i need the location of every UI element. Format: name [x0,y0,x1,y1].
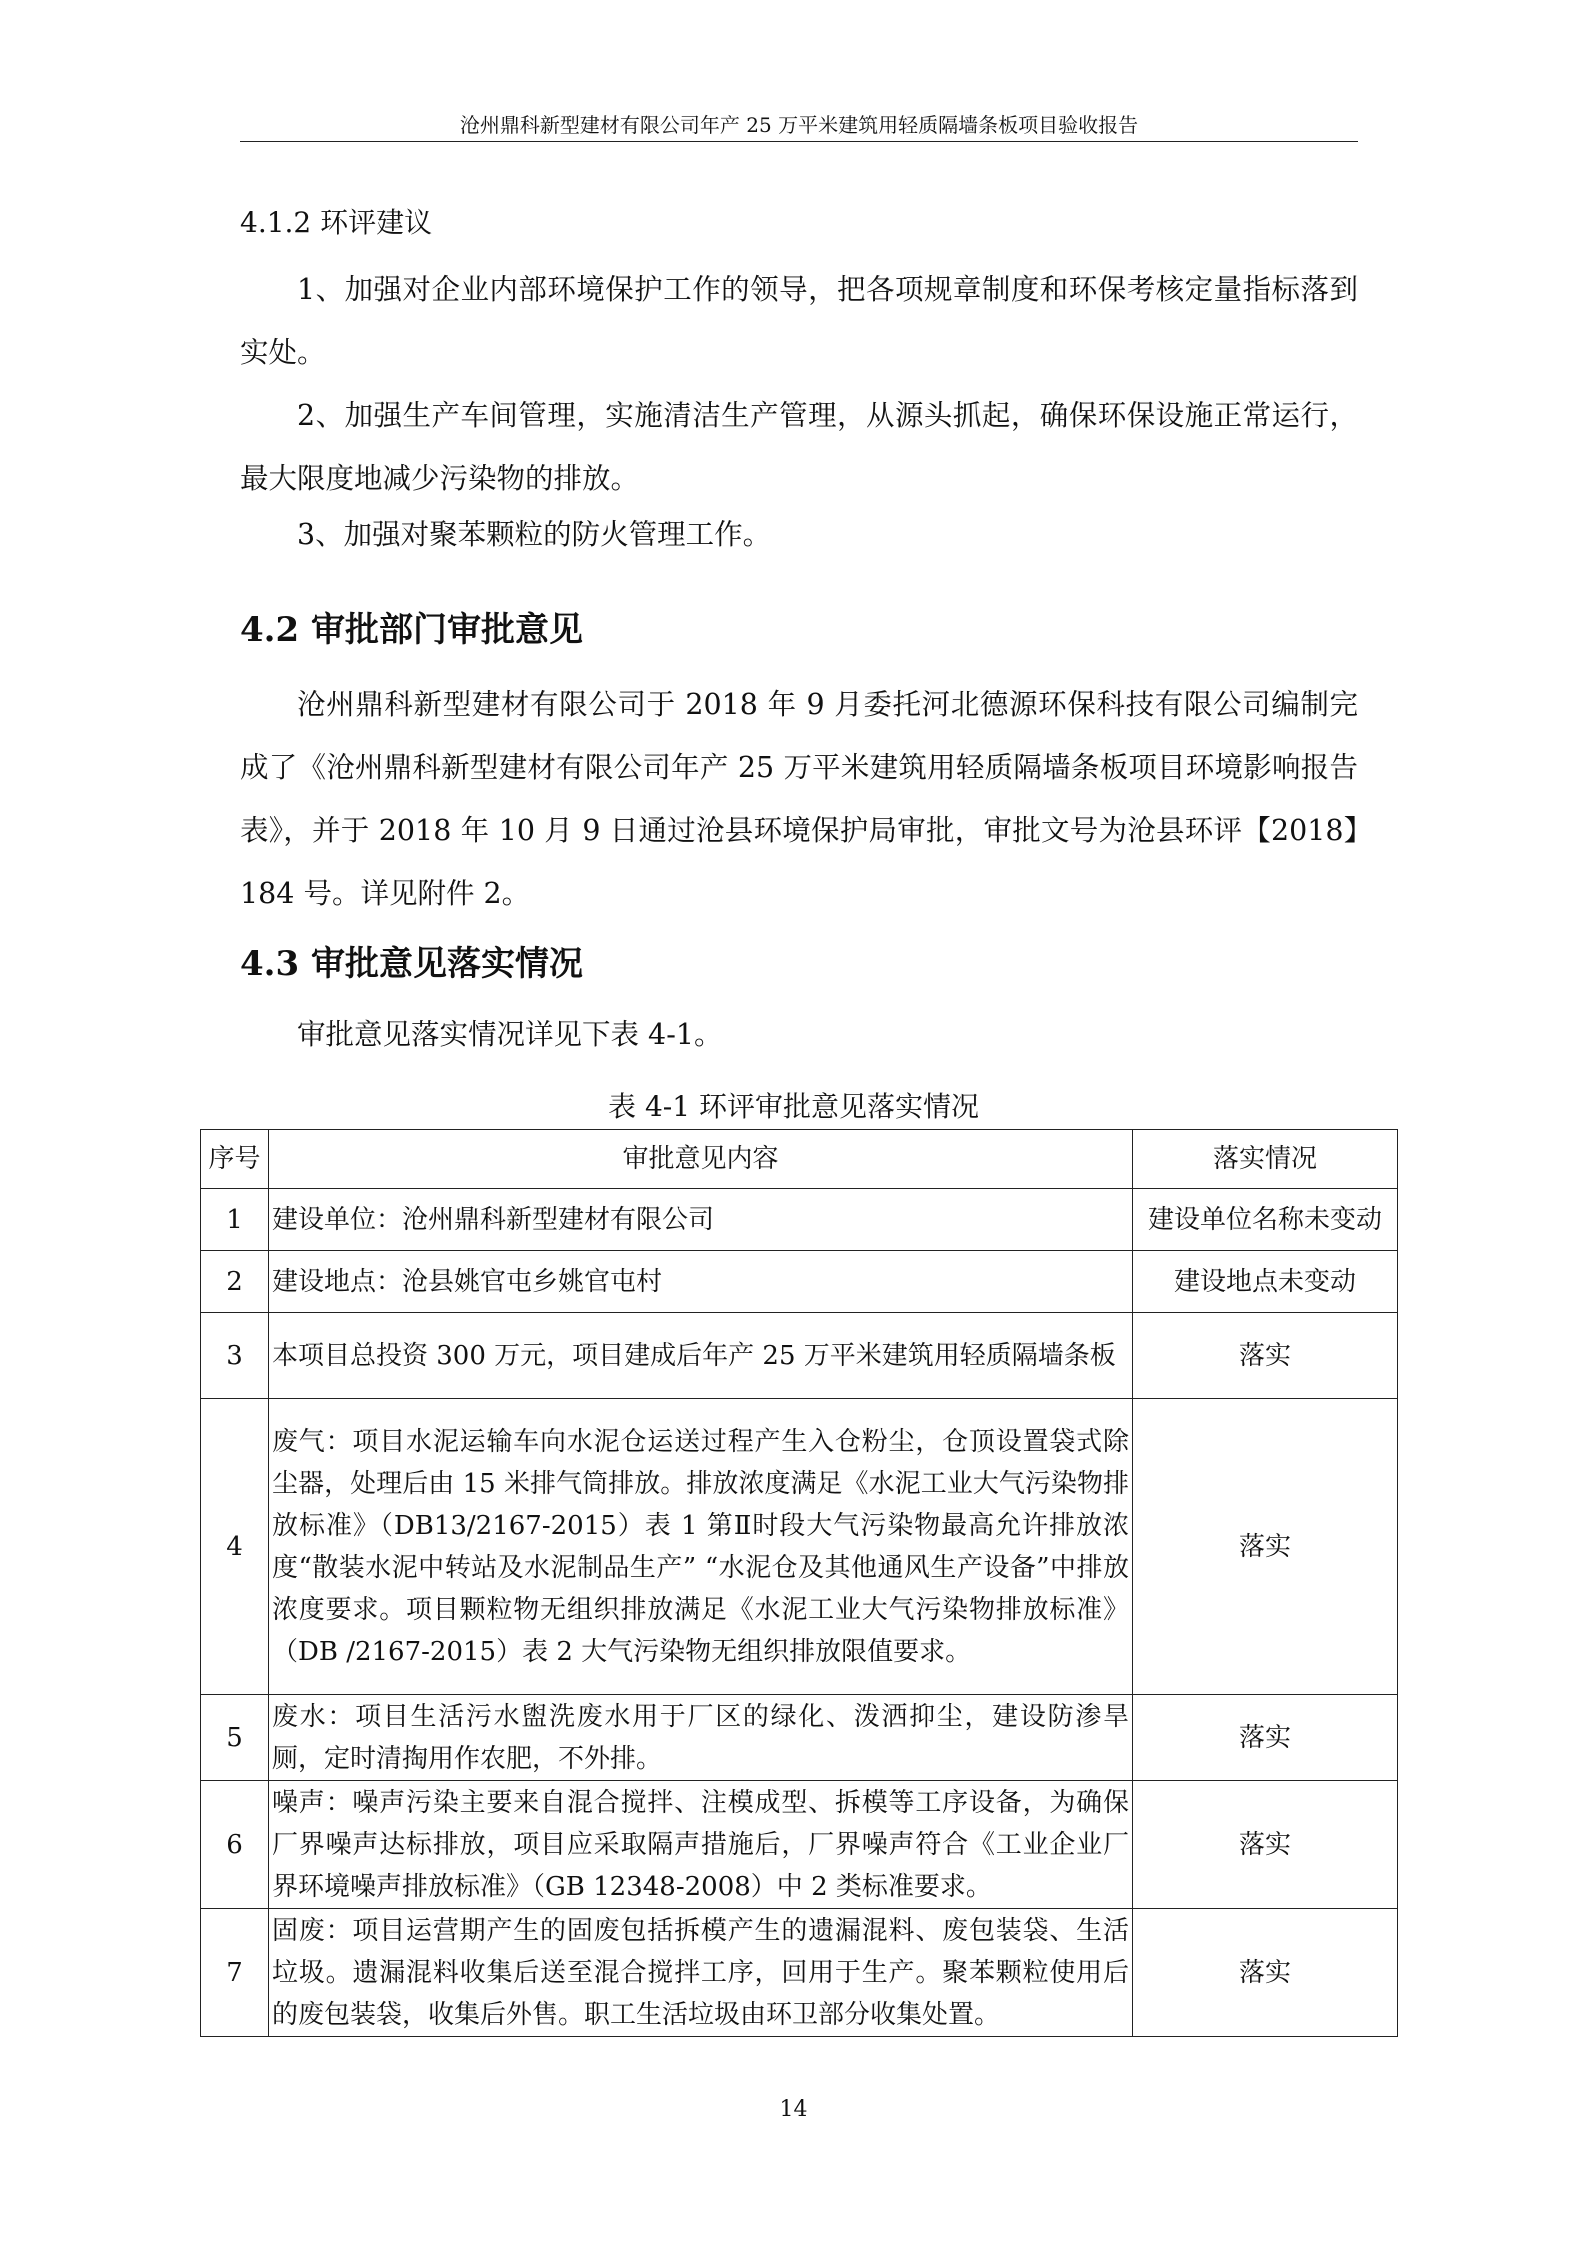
row-content: 废水：项目生活污水盥洗废水用于厂区的绿化、泼洒抑尘，建设防渗旱厕，定时清掏用作农肥，不外排。 [269,1695,1133,1781]
page-number: 14 [779,2097,808,2122]
table-row [201,1189,1398,1251]
row-content: 本项目总投资 300 万元，项目建成后年产 25 万平米建筑用轻质隔墙条板 [269,1313,1133,1399]
table-row [201,1399,1398,1695]
recommendation-item-2: 2、加强生产车间管理，实施清洁生产管理，从源头抓起，确保环保设施正常运行，最大限度地减少污染物的排放。 [240,399,1358,495]
row-number: 4 [201,1399,269,1695]
row-number: 1 [201,1189,269,1251]
header-cell-number: 序号 [201,1130,269,1189]
table-header-row [201,1130,1398,1189]
row-status: 落实 [1133,1695,1398,1781]
row-status: 落实 [1133,1909,1398,2037]
recommendation-item-1: 1、加强对企业内部环境保护工作的领导，把各项规章制度和环保考核定量指标落到实处。 [240,273,1358,369]
section-heading-4-3: 4.3 审批意见落实情况 [240,944,583,984]
row-number: 7 [201,1909,269,2037]
row-number: 5 [201,1695,269,1781]
header-divider [240,141,1358,142]
subsection-heading-4-1-2: 4.1.2 环评建议 [240,206,433,239]
table-row [201,1313,1398,1399]
table-caption: 表 4-1 环评审批意见落实情况 [608,1090,979,1123]
row-status: 落实 [1133,1781,1398,1909]
approval-implementation-table [200,1129,1398,2037]
row-content: 废气：项目水泥运输车向水泥仓运送过程产生入仓粉尘，仓顶设置袋式除尘器，处理后由 15 米排气筒排放。排放浓度满足《水泥工业大气污染物排放标准》（DB13/2167-2015）表 1 第Ⅱ时段大气污染物最高允许排放浓度“散装水泥中转站及水泥制品生产” “水泥仓及其他通风生产设备”中排放浓度要求。项目颗粒物无组织排放满足《水泥工业大气污染物排放标准》（DB /2167-2015）表 2 大气污染物无组织排放限值要求。 [269,1399,1133,1695]
table-row [201,1695,1398,1781]
row-content: 建设地点：沧县姚官屯乡姚官屯村 [269,1251,1133,1313]
row-content: 固废：项目运营期产生的固废包括拆模产生的遗漏混料、废包装袋、生活垃圾。遗漏混料收集后送至混合搅拌工序，回用于生产。聚苯颗粒使用后的废包装袋，收集后外售。职工生活垃圾由环卫部分收集处置。 [269,1909,1133,2037]
header-cell-status: 落实情况 [1133,1130,1398,1189]
header-cell-content: 审批意见内容 [269,1130,1133,1189]
table-row [201,1781,1398,1909]
row-status: 建设单位名称未变动 [1133,1189,1398,1251]
implementation-intro-paragraph: 审批意见落实情况详见下表 4-1。 [297,1018,723,1051]
table-row [201,1251,1398,1313]
row-number: 3 [201,1313,269,1399]
row-status: 落实 [1133,1399,1398,1695]
row-number: 2 [201,1251,269,1313]
recommendation-item-3: 3、加强对聚苯颗粒的防火管理工作。 [297,518,772,551]
row-content: 噪声：噪声污染主要来自混合搅拌、注模成型、拆模等工序设备，为确保厂界噪声达标排放，项目应采取隔声措施后，厂界噪声符合《工业企业厂界环境噪声排放标准》（GB 12348-2008）中 2 类标准要求。 [269,1781,1133,1909]
row-number: 6 [201,1781,269,1909]
section-heading-4-2: 4.2 审批部门审批意见 [240,610,583,650]
approval-opinion-paragraph: 沧州鼎科新型建材有限公司于 2018 年 9 月委托河北德源环保科技有限公司编制完成了《沧州鼎科新型建材有限公司年产 25 万平米建筑用轻质隔墙条板项目环境影响报告表》，并于 2018 年 10 月 9 日通过沧县环境保护局审批，审批文号为沧县环评【2018】184 号。详见附件 2。 [240,688,1358,910]
row-status: 建设地点未变动 [1133,1251,1398,1313]
page-header: 沧州鼎科新型建材有限公司年产 25 万平米建筑用轻质隔墙条板项目验收报告 [459,113,1139,137]
table-row [201,1909,1398,2037]
row-status: 落实 [1133,1313,1398,1399]
row-content: 建设单位：沧州鼎科新型建材有限公司 [269,1189,1133,1251]
